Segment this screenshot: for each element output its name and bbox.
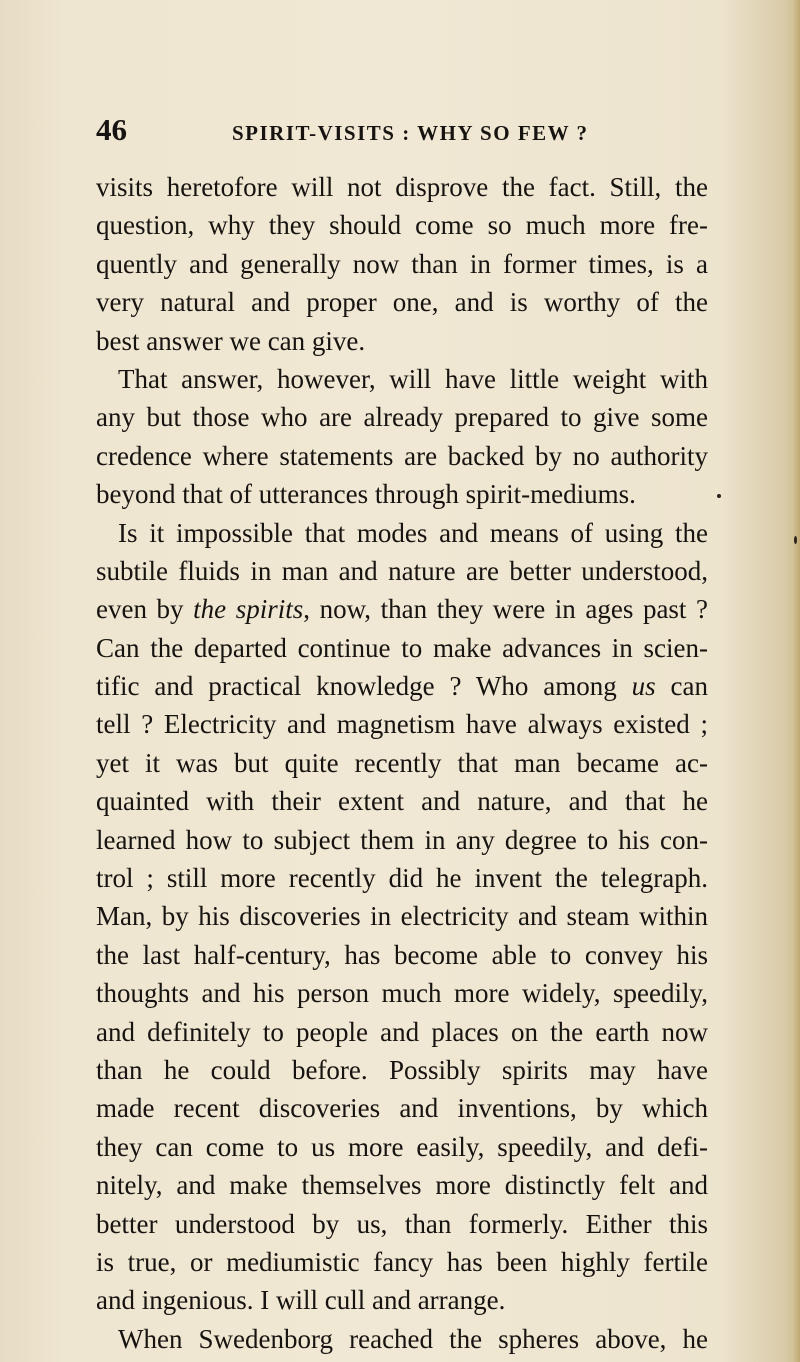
text-line: trol ; still more recently did he invent the telegraph.: [96, 863, 708, 894]
text-line: is true, or mediumistic fancy has been highly fertile: [96, 1246, 708, 1277]
italic-text: the spirits: [193, 594, 304, 625]
running-head: [96, 110, 716, 150]
text-line: question, why they should come so much more fre-: [96, 210, 708, 241]
ink-speck: [794, 536, 797, 544]
text-line: quently and generally now than in former times, is a: [96, 248, 708, 279]
text-segment: even by: [96, 594, 194, 625]
text-line: Man, by his discoveries in electricity and steam within: [96, 901, 708, 932]
body-text: [96, 168, 708, 1358]
text-line: That answer, however, will have little weight with: [118, 363, 708, 394]
text-line: learned how to subject them in any degree to his con-: [96, 824, 708, 855]
text-segment: can: [655, 671, 708, 702]
text-line: beyond that of utterances through spirit-mediums.: [96, 479, 636, 510]
text-line: nitely, and make themselves more distinctly felt and: [96, 1170, 708, 1201]
italic-text: us: [631, 671, 656, 702]
text-line: very natural and proper one, and is worthy of the: [96, 287, 708, 318]
text-line: and definitely to people and places on the earth now: [96, 1016, 708, 1047]
text-line: any but those who are already prepared to give some: [96, 402, 708, 433]
text-segment: , now, than they were in ages past ?: [303, 594, 708, 625]
text-line: [96, 590, 708, 628]
text-line: than he could before. Possibly spirits may have: [96, 1054, 708, 1085]
text-line: visits heretofore will not disprove the fact. Still, the: [96, 172, 708, 202]
text-line: best answer we can give.: [96, 325, 366, 356]
text-line: Can the departed continue to make advances in scien-: [96, 632, 708, 663]
page-edge: [792, 0, 800, 1362]
text-line: credence where statements are backed by no authority: [96, 440, 708, 471]
text-line: thoughts and his person much more widely, speedily,: [96, 978, 708, 1009]
text-line: subtile fluids in man and nature are better understood,: [96, 555, 708, 586]
text-line: yet it was but quite recently that man became ac-: [96, 747, 708, 778]
ink-speck: [717, 494, 721, 498]
text-segment: tific and practical knowledge ? Who among: [96, 671, 632, 702]
text-line: Is it impossible that modes and means of using the: [118, 517, 708, 548]
text-line: quainted with their extent and nature, and that he: [96, 786, 708, 817]
text-line: tell ? Electricity and magnetism have always existed ;: [96, 709, 708, 740]
text-line: and ingenious. I will cull and arrange.: [96, 1285, 506, 1316]
text-line: When Swedenborg reached the spheres above, he: [118, 1323, 708, 1354]
text-line: made recent discoveries and inventions, by which: [96, 1093, 708, 1124]
text-line: they can come to us more easily, speedily, and defi-: [96, 1131, 708, 1162]
text-line: better understood by us, than formerly. Either this: [96, 1208, 708, 1239]
text-line: [96, 667, 708, 705]
page-number: 46: [96, 112, 127, 147]
running-head-title: SPIRIT-VISITS : WHY SO FEW ?: [232, 121, 589, 145]
text-line: the last half-century, has become able to convey his: [96, 939, 708, 970]
